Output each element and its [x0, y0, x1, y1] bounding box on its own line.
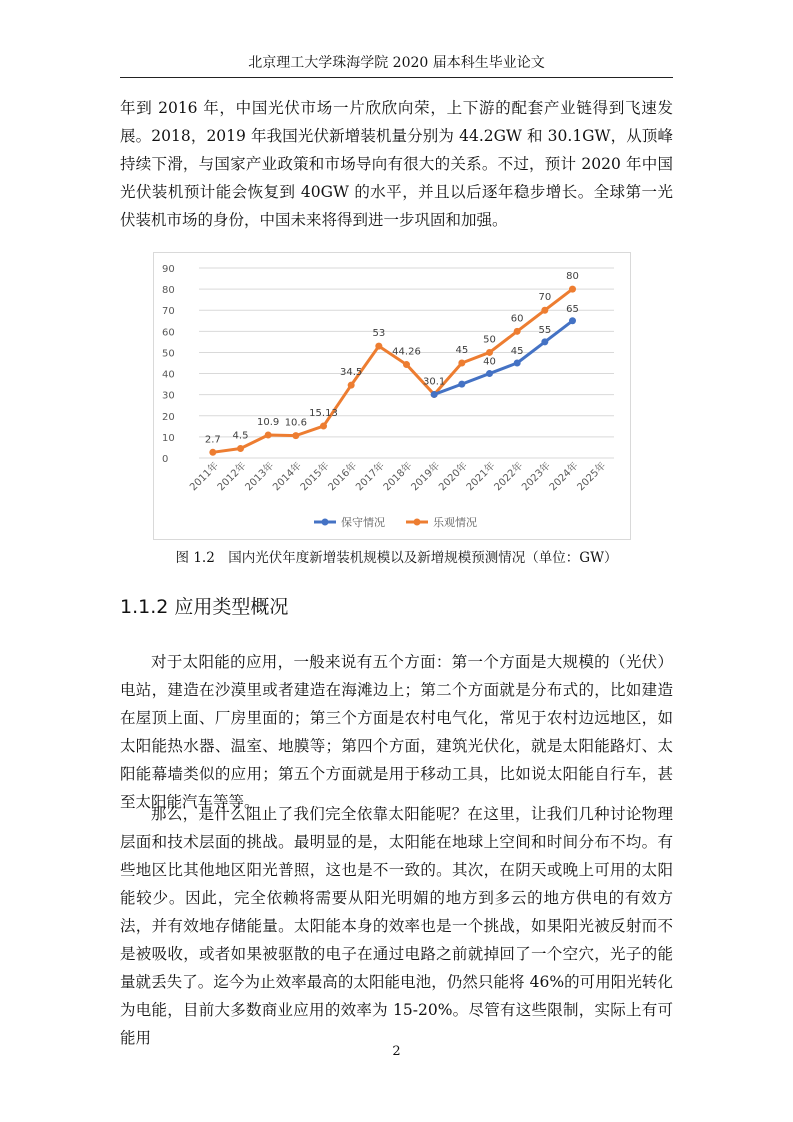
data-label: 34.5 — [340, 367, 363, 379]
page-header: 北京理工大学珠海学院 2020 届本科生毕业论文 — [248, 55, 545, 71]
x-tick-label: 2025年 — [575, 460, 609, 494]
y-tick-label: 0 — [162, 454, 169, 465]
data-label: 55 — [538, 324, 552, 336]
header-divider — [120, 77, 673, 78]
data-label: 53 — [372, 328, 386, 340]
paragraph-applications: 对于太阳能的应用，一般来说有五个方面：第一个方面是大规模的（光伏）电站，建造在沙漠里或者建造在海滩边上；第二个方面就是分布式的，比如建造在屋顶上面、厂房里面的；第三个方面是农村电气化，常见于农村边远地区，如太阳能热水器、温室、地膜等；第四个方面，建筑光伏化，就是太阳能路灯、太阳能幕墙类似的应用；第五个方面就是用于移动工具，比如说太阳能自行车，甚至太阳能汽车等等。 — [120, 653, 673, 811]
data-point — [514, 328, 521, 335]
x-tick-label: 2013年 — [243, 460, 277, 494]
data-label: 70 — [538, 292, 552, 304]
data-point — [569, 286, 576, 293]
y-tick-label: 40 — [162, 369, 175, 381]
x-tick-label: 2011年 — [188, 460, 221, 494]
x-tick-label: 2021年 — [464, 460, 498, 494]
data-point — [486, 370, 493, 377]
data-label: 60 — [510, 313, 524, 325]
x-tick-label: 2020年 — [437, 460, 470, 494]
y-tick-label: 70 — [162, 306, 175, 318]
x-tick-label: 2016年 — [326, 460, 360, 494]
x-tick-label: 2019年 — [409, 460, 443, 494]
data-label: 45 — [455, 345, 469, 356]
x-tick-label: 2022年 — [492, 460, 526, 494]
y-tick-label: 20 — [162, 411, 175, 423]
data-label: 40 — [483, 356, 496, 368]
data-label: 10.9 — [257, 416, 280, 428]
chart-series — [209, 286, 576, 456]
data-point — [458, 381, 465, 388]
data-point — [320, 423, 327, 430]
y-tick-label: 90 — [162, 264, 175, 275]
data-point — [486, 349, 493, 356]
x-tick-label: 2023年 — [520, 460, 553, 494]
data-point — [458, 360, 465, 367]
chart-container — [153, 252, 631, 540]
x-tick-label: 2024年 — [547, 460, 581, 494]
data-label: 30.1 — [423, 376, 446, 388]
data-point — [209, 449, 216, 456]
legend-marker — [414, 519, 421, 526]
x-tick-label: 2014年 — [271, 460, 304, 494]
figure-caption: 图 1.2 国内光伏年度新增装机规模以及新增规模预测情况（单位：GW） — [175, 550, 618, 566]
x-tick-label: 2015年 — [298, 460, 332, 494]
data-label: 10.6 — [284, 417, 307, 429]
data-point — [569, 317, 576, 324]
page-number: 2 — [392, 1044, 401, 1059]
data-label: 15.13 — [309, 408, 338, 420]
data-label: 50 — [483, 334, 496, 346]
data-point — [237, 445, 244, 452]
paragraph-challenges: 那么，是什么阻止了我们完全依靠太阳能呢？在这里，让我们几种讨论物理层面和技术层面的挑战。最明显的是，太阳能在地球上空间和时间分布不均。有些地区比其他地区阳光普照，这也是不一致的。其次，在阴天或晚上可用的太阳能较少。因此，完全依赖将需要从阳光明媚的地方到多云的地方供电的有效方法，并有效地存储能量。太阳能本身的效率也是一个挑战，如果阳光被反射而不是被吸收，或者如果被驱散的电子在通过电路之前就掉回了一个空穴，光子的能量就丢失了。迄今为止效率最高的太阳能电池，仍然只能将 46%的可用阳光转化为电能，目前大多数商业应用的效率为 15-20%。尽管有这些限制，实际上有可能用 — [120, 805, 673, 1047]
chart-y-axis — [162, 264, 175, 465]
data-label: 4.5 — [232, 430, 249, 442]
y-tick-label: 10 — [162, 432, 175, 444]
data-label: 2.7 — [204, 434, 221, 446]
y-tick-label: 60 — [162, 327, 175, 339]
data-label: 65 — [566, 303, 579, 315]
data-point — [348, 382, 355, 389]
data-point — [431, 391, 438, 398]
data-point — [541, 338, 548, 345]
data-label: 44.26 — [392, 346, 421, 358]
data-point — [265, 431, 272, 438]
chart-x-axis — [187, 459, 609, 493]
data-point — [292, 432, 299, 439]
legend-label: 乐观情况 — [433, 516, 477, 529]
legend-label: 保守情况 — [341, 516, 385, 529]
paragraph-intro: 年到 2016 年，中国光伏市场一片欣欣向荣，上下游的配套产业链得到飞速发展。2018，2019 年我国光伏新增装机量分别为 44.2GW 和 30.1GW，从顶峰持续下滑，与国家产业政策和市场导向有很大的关系。不过，预计 2020 年中国光伏装机预计能会恢复到 40GW 的水平，并且以后逐年稳步增长。全球第一光伏装机市场的身份，中国未来将得到进一步巩固和加强。 — [120, 99, 673, 229]
chart-legend — [314, 515, 477, 529]
y-tick-label: 80 — [162, 285, 175, 297]
data-label: 80 — [566, 271, 579, 283]
x-tick-label: 2017年 — [354, 460, 387, 494]
x-tick-label: 2012年 — [215, 460, 249, 494]
x-tick-label: 2018年 — [381, 460, 415, 494]
section-heading: 1.1.2 应用类型概况 — [120, 596, 289, 618]
data-point — [514, 360, 521, 367]
data-point — [375, 343, 382, 350]
data-label: 45 — [510, 346, 524, 357]
legend-marker — [322, 519, 329, 526]
y-tick-label: 30 — [162, 390, 175, 402]
pv-installation-line-chart — [154, 253, 630, 539]
y-tick-label: 50 — [162, 348, 175, 360]
data-point — [403, 361, 410, 368]
data-point — [541, 307, 548, 314]
